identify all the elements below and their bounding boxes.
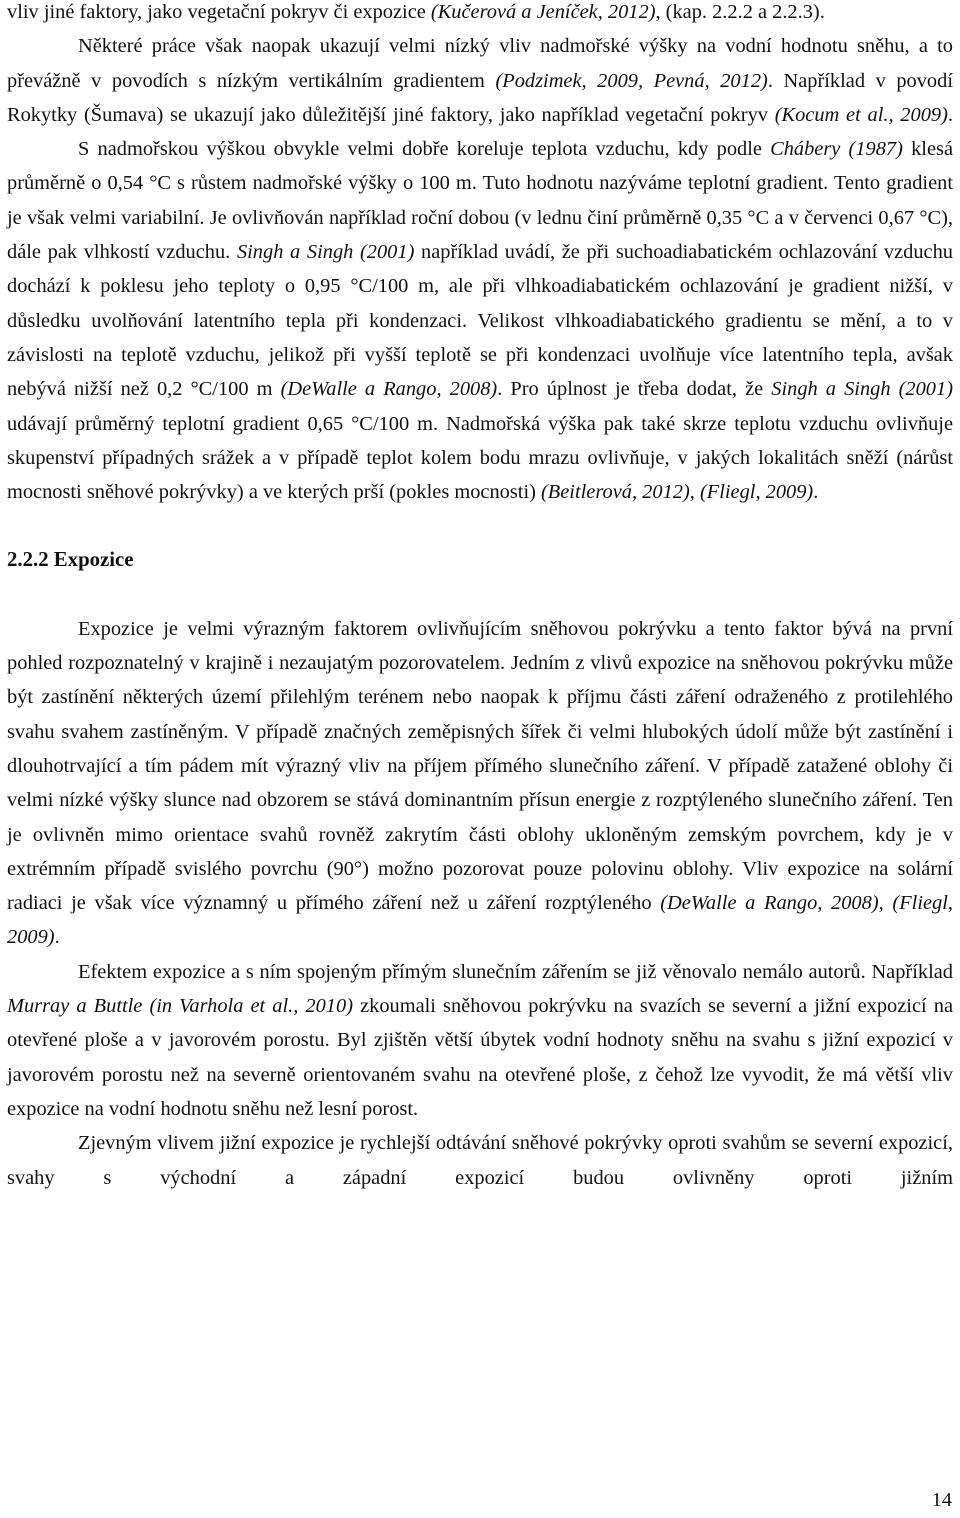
page-number: 14 bbox=[931, 1489, 952, 1511]
text-run: , bbox=[689, 481, 700, 504]
citation: (DeWalle a Rango, 2008) bbox=[660, 892, 879, 915]
citation: (Podzimek, 2009, Pevná, 2012) bbox=[495, 69, 768, 92]
paragraph-temperature-gradient bbox=[7, 132, 953, 509]
paragraph-altitude-low-influence bbox=[7, 29, 953, 132]
text-run: . bbox=[813, 481, 819, 504]
citation: (DeWalle a Rango, 2008) bbox=[280, 378, 498, 401]
paragraph-exposure-intro bbox=[7, 612, 953, 955]
text-run: S nadmořskou výškou obvykle velmi dobře koreluje teplota vzduchu, kdy podle bbox=[78, 138, 771, 161]
text-run: zkoumali sněhovou pokrývku na svazích se severní a jižní expozicí na otevřené ploše a v javorovém porostu. Byl zjištěn větší úbytek vodní hodnoty sněhu na svahu s jižní expozicí v javorovém porostu než na severně orientovaném svahu na otevřené ploše, z čehož lze vyvodit, že má větší vliv expozice na vodní hodnotu sněhu než lesní porost. bbox=[7, 995, 953, 1120]
text-run: Zjevným vlivem jižní expozice je rychlejší odtávání sněhové pokrývky oproti svahům se severní expozicí, svahy s východní a západní expozicí budou ovlivněny oproti jižním bbox=[7, 1132, 953, 1189]
section-heading: 2.2.2 Expozice bbox=[7, 548, 134, 572]
paragraph-continuation bbox=[7, 0, 953, 29]
text-run: . Pro úplnost je třeba dodat, že bbox=[497, 378, 772, 401]
citation: (Kučerová a Jeníček, 2012) bbox=[430, 1, 656, 23]
citation: (Fliegl, 2009) bbox=[7, 892, 953, 949]
citation: Murray a Buttle (in Varhola et al., 2010) bbox=[7, 995, 353, 1018]
citation: Singh a Singh (2001) bbox=[236, 241, 415, 264]
text-run: například uvádí, že při suchoadiabatickém ochlazování vzduchu dochází k poklesu jeho teploty o 0,95 °C/100 m, ale při vlhkoadiabatickém ochlazování je gradient nižší, v důsledku uvolňování latentního tepla při kondenzaci. Velikost vlhkoadiabatického gradientu se mění, a to v závislosti na teplotě vzduchu, jelikož při vyšší teplotě se při kondenzaci uvolňuje více latentního tepla, avšak nebývá nižší než 0,2 °C/100 m bbox=[7, 241, 953, 401]
paragraph-south-exposure bbox=[7, 1126, 953, 1195]
text-run: Expozice je velmi výrazným faktorem ovlivňujícím sněhovou pokrývku a tento faktor bývá na první pohled rozpoznatelný v krajině i nezaujatým pozorovatelem. Jedním z vlivů expozice na sněhovou pokrývku může být zastínění některých území přilehlým terénem nebo naopak k příjmu části záření odraženého z protilehlého svahu svahem zastíněným. V případě značných zeměpisných šířek či velmi hlubokých údolí může být zastínění i dlouhotrvající a tím pádem mít výrazný vliv na příjem přímého slunečního záření. V případě zatažené oblohy či velmi nízké výšky slunce nad obzorem se stává dominantním přísun energie z rozptýleného slunečního záření. Ten je ovlivněn mimo orientace svahů rovněž zakrytím části oblohy ukloněným zemským povrchem, kdy je v extrémním případě svislého povrchu (90°) možno pozorovat pouze polovinu oblohy. Vliv expozice na solární radiaci je však více významný u přímého záření než u záření rozptýleného bbox=[7, 617, 953, 915]
text-run: Některé práce však naopak ukazují velmi nízký vliv nadmořské výšky na vodní hodnotu sněhu, a to převážně v povodích s nízkým vertikálním gradientem bbox=[7, 35, 953, 92]
citation: (Kocum et al., 2009) bbox=[774, 103, 948, 126]
text-run: klesá průměrně o 0,54 °C s růstem nadmořské výšky o 100 m. Tuto hodnotu nazýváme teplotní gradient. Tento gradient je však velmi variabilní. Je ovlivňován například roční dobou (v lednu činí průměrně 0,35 °C a v červenci 0,67 °C), dále pak vlhkostí vzduchu. bbox=[7, 138, 953, 264]
citation: (Fliegl, 2009) bbox=[699, 481, 814, 504]
citation: Chábery (1987) bbox=[770, 138, 903, 161]
paragraph-exposure-studies bbox=[7, 955, 953, 1126]
text-run: , bbox=[878, 892, 893, 915]
text-run: , (kap. 2.2.2 a 2.2.3). bbox=[655, 1, 825, 23]
text-run: . Například v povodí Rokytky (Šumava) se ukazují jako důležitější jiné faktory, jako například vegetační pokryv bbox=[7, 69, 953, 126]
citation: Singh a Singh (2001) bbox=[771, 378, 953, 401]
text-run: . bbox=[54, 926, 60, 949]
text-run: . bbox=[947, 103, 953, 126]
citation: (Beitlerová, 2012) bbox=[541, 481, 690, 504]
document-page bbox=[7, 0, 953, 1195]
text-run: udávají průměrný teplotní gradient 0,65 °C/100 m. Nadmořská výška pak také skrze teplotu vzduchu ovlivňuje skupenství případných srážek a v případě teplot kolem bodu mrazu ovlivňuje, v jakých lokalitách sněží (nárůst mocnosti sněhové pokrývky) a ve kterých prší (pokles mocnosti) bbox=[7, 412, 953, 504]
text-run: vliv jiné faktory, jako vegetační pokryv či expozice bbox=[7, 1, 431, 23]
text-run: Efektem expozice a s ním spojeným přímým slunečním zářením se již věnovalo nemálo autorů. Například bbox=[78, 960, 953, 983]
